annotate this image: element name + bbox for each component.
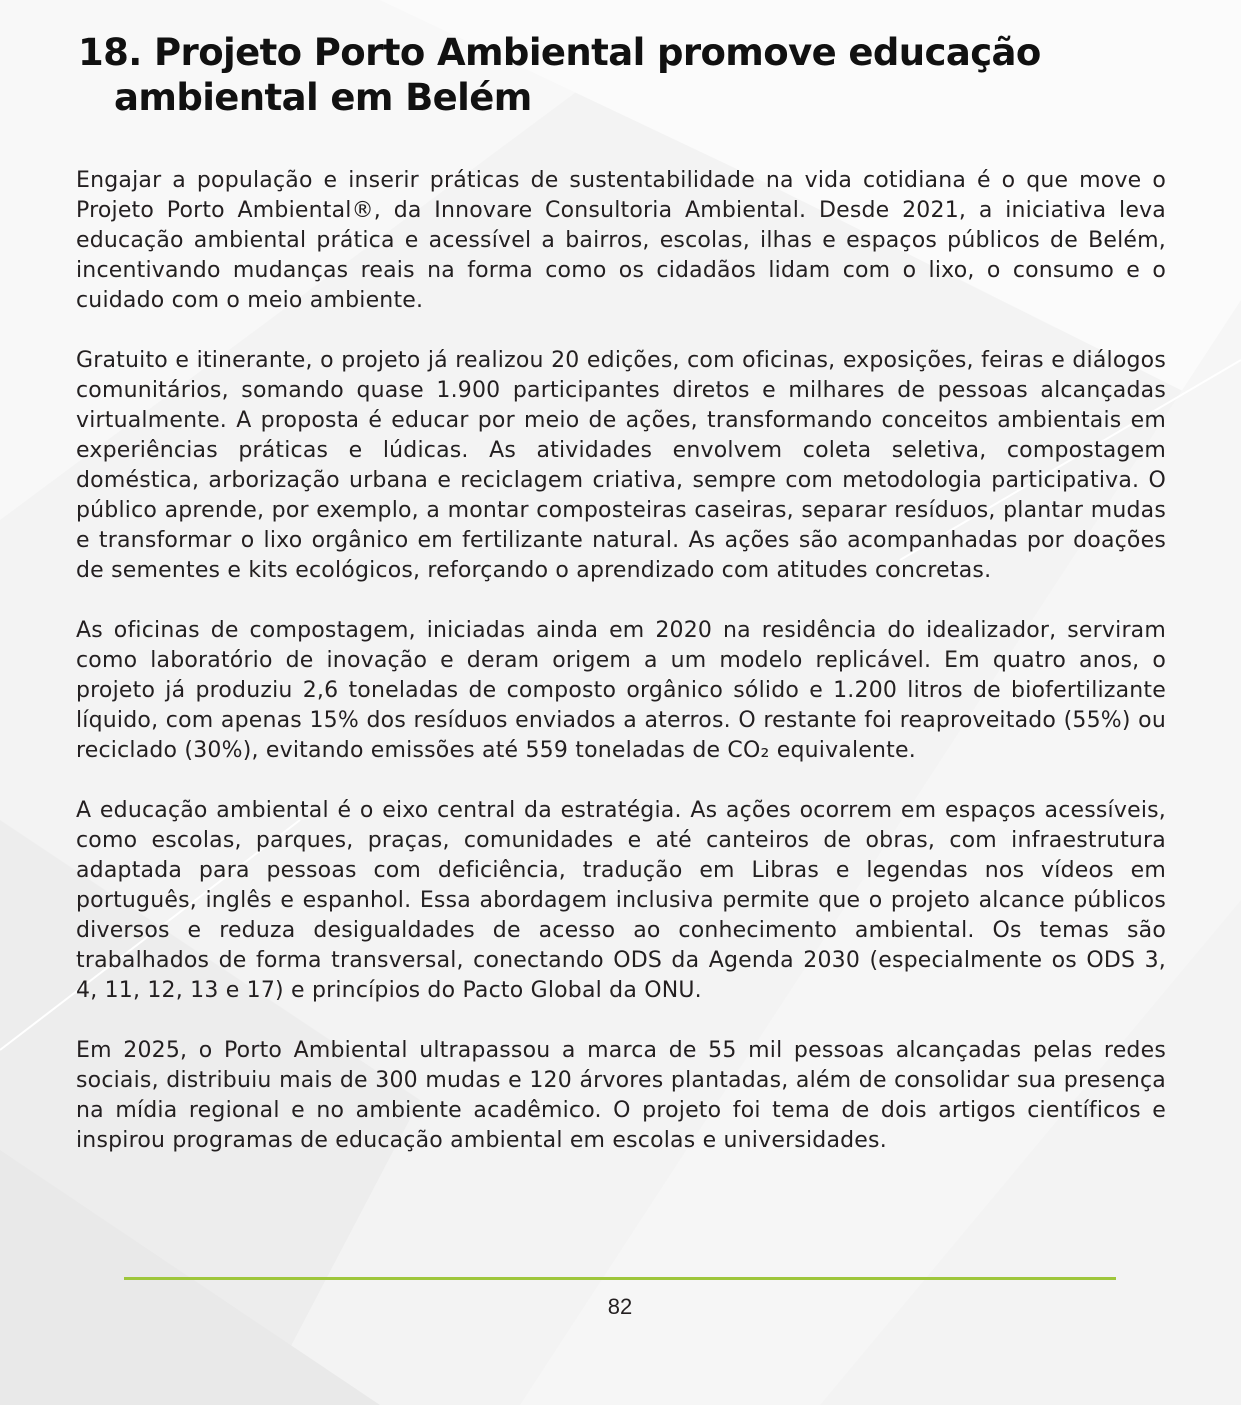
- paragraph-5: Em 2025, o Porto Ambiental ultrapassou a marca de 55 mil pessoas alcançadas pelas redes sociais, distribuiu mais de 300 mudas e 120 árvores plantadas, além de consolidar sua presença na mídia regional e no ambiente acadêmico. O projeto foi tema de dois artigos científicos e inspirou programas de educação ambiental em escolas e universidades.: [76, 1038, 1166, 1153]
- paragraph-2: Gratuito e itinerante, o projeto já realizou 20 edições, com oficinas, exposições, feiras e diálogos comunitários, somando quase 1.900 participantes diretos e milhares de pessoas alcançadas virtualmente. A proposta é educar por meio de ações, transformando conceitos ambientais em experiências práticas e lúdicas. As atividades envolvem coleta seletiva, compostagem doméstica, arborização urbana e reciclagem criativa, sempre com metodologia participativa. O público aprende, por exemplo, a montar composteiras caseiras, separar resíduos, plantar mudas e transformar o lixo orgânico em fertilizante natural. As ações são acompanhadas por doações de sementes e kits ecológicos, reforçando o aprendizado com atitudes concretas.: [76, 348, 1166, 583]
- title-line-2: ambiental em Belém: [114, 76, 532, 119]
- page-number: 82: [607, 1294, 633, 1319]
- paragraph-3: As oficinas de compostagem, iniciadas ainda em 2020 na residência do idealizador, serviram como laboratório de inovação e deram origem a um modelo replicável. Em quatro anos, o projeto já produziu 2,6 toneladas de composto orgânico sólido e 1.200 litros de biofertilizante líquido, com apenas 15% dos resíduos enviados a aterros. O restante foi reaproveitado (55%) ou reciclado (30%), evitando emissões até 559 toneladas de CO₂ equivalente.: [76, 618, 1166, 763]
- paragraph-4: A educação ambiental é o eixo central da estratégia. As ações ocorrem em espaços acessíveis, como escolas, parques, praças, comunidades e até canteiros de obras, com infraestrutura adaptada para pessoas com deficiência, tradução em Libras e legendas nos vídeos em português, inglês e espanhol. Essa abordagem inclusiva permite que o projeto alcance públicos diversos e reduza desigualdades de acesso ao conhecimento ambiental. Os temas são trabalhados de forma transversal, conectando ODS da Agenda 2030 (especialmente os ODS 3, 4, 11, 12, 13 e 17) e princípios do Pacto Global da ONU.: [76, 798, 1166, 1003]
- article-body: [76, 166, 1166, 1186]
- paragraph-1: Engajar a população e inserir práticas de sustentabilidade na vida cotidiana é o que move o Projeto Porto Ambiental®, da Innovare Consultoria Ambiental. Desde 2021, a iniciativa leva educação ambiental prática e acessível a bairros, escolas, ilhas e espaços públicos de Belém, incentivando mudanças reais na forma como os cidadãos lidam com o lixo, o consumo e o cuidado com o meio ambiente.: [76, 168, 1166, 313]
- title-line-1: 18. Projeto Porto Ambiental promove educação: [78, 31, 1041, 74]
- footer-divider: [124, 1277, 1116, 1280]
- page-title: [78, 30, 1078, 120]
